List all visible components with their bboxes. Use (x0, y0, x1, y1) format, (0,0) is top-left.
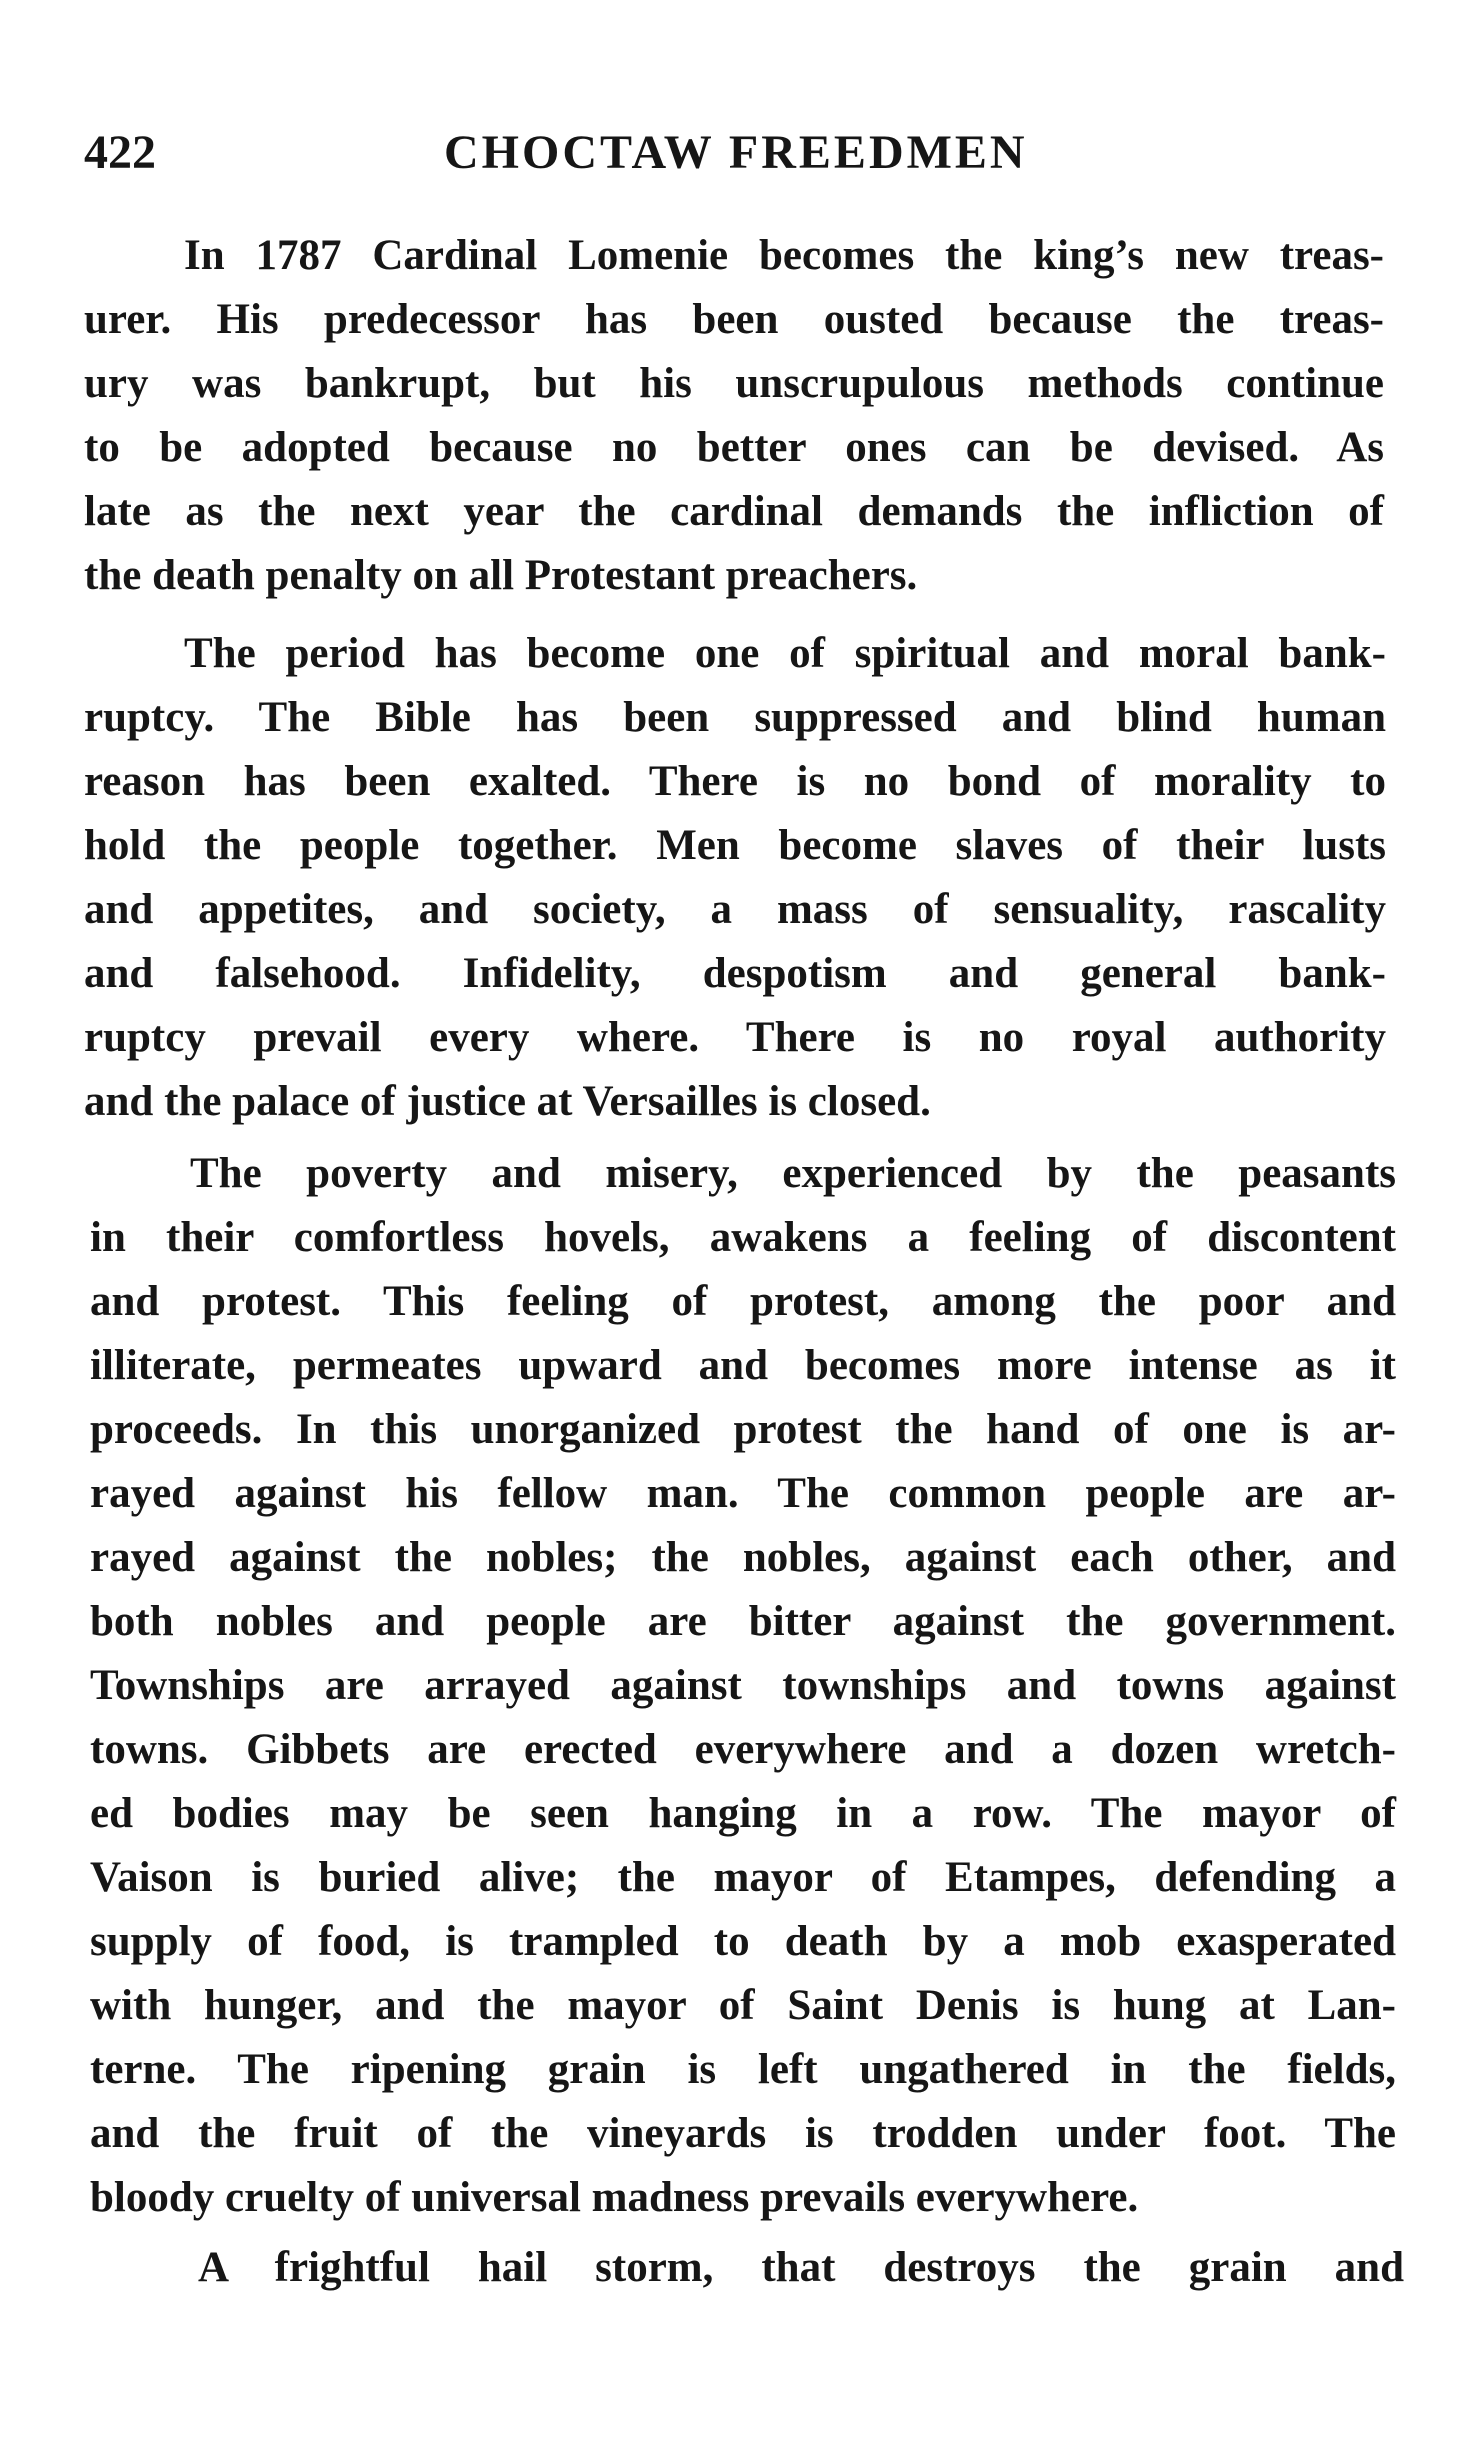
text-line: and appetites, and society, a mass of sensuality, rascality (84, 886, 1386, 933)
text-line: and protest. This feeling of protest, among the poor and (90, 1278, 1396, 1325)
text-line: ury was bankrupt, but his unscrupulous methods continue (84, 360, 1384, 407)
text-line: illiterate, permeates upward and becomes more intense as it (90, 1342, 1396, 1389)
text-line: and falsehood. Infidelity, despotism and general bank- (84, 950, 1386, 997)
text-line: The poverty and misery, experienced by the peasants (190, 1150, 1396, 1197)
text-line: bloody cruelty of universal madness prevails everywhere. (90, 2174, 1139, 2221)
text-line: towns. Gibbets are erected everywhere and a dozen wretch- (90, 1726, 1396, 1773)
text-line: and the fruit of the vineyards is trodden under foot. The (90, 2110, 1396, 2157)
text-line: ruptcy prevail every where. There is no royal authority (84, 1014, 1386, 1061)
text-line: ruptcy. The Bible has been suppressed and blind human (84, 694, 1386, 741)
text-line: and the palace of justice at Versailles is closed. (84, 1078, 931, 1125)
paragraph-4 (98, 2236, 1404, 2300)
text-line: the death penalty on all Protestant preachers. (84, 552, 918, 599)
text-line: ed bodies may be seen hanging in a row. The mayor of (90, 1790, 1396, 1837)
running-head (84, 118, 1404, 188)
running-title: CHOCTAW FREEDMEN (444, 126, 1028, 179)
paragraph-1 (84, 224, 1384, 608)
text-line: Townships are arrayed against townships and towns against (90, 1662, 1396, 1709)
paragraph-3 (90, 1142, 1396, 2230)
text-line: both nobles and people are bitter against the government. (90, 1598, 1396, 1645)
text-line: late as the next year the cardinal demands the infliction of (84, 488, 1384, 535)
text-line: Vaison is buried alive; the mayor of Etampes, defending a (90, 1854, 1396, 1901)
text-line: with hunger, and the mayor of Saint Denis is hung at Lan- (90, 1982, 1396, 2029)
text-line: reason has been exalted. There is no bond of morality to (84, 758, 1386, 805)
text-line: in their comfortless hovels, awakens a feeling of discontent (90, 1214, 1396, 1261)
text-line: supply of food, is trampled to death by a mob exasperated (90, 1918, 1396, 1965)
text-line: rayed against his fellow man. The common people are ar- (90, 1470, 1396, 1517)
text-line: terne. The ripening grain is left ungathered in the fields, (90, 2046, 1396, 2093)
page-number: 422 (84, 126, 156, 179)
text-line: proceeds. In this unorganized protest the hand of one is ar- (90, 1406, 1396, 1453)
text-line: hold the people together. Men become slaves of their lusts (84, 822, 1386, 869)
text-line: The period has become one of spiritual and moral bank- (184, 630, 1386, 677)
text-line: urer. His predecessor has been ousted because the treas- (84, 296, 1384, 343)
text-line: In 1787 Cardinal Lomenie becomes the king’s new treas- (184, 232, 1384, 279)
paragraph-2 (84, 622, 1386, 1134)
text-line: A frightful hail storm, that destroys the grain and (198, 2244, 1404, 2291)
text-line: to be adopted because no better ones can be devised. As (84, 424, 1384, 471)
text-line: rayed against the nobles; the nobles, against each other, and (90, 1534, 1396, 1581)
